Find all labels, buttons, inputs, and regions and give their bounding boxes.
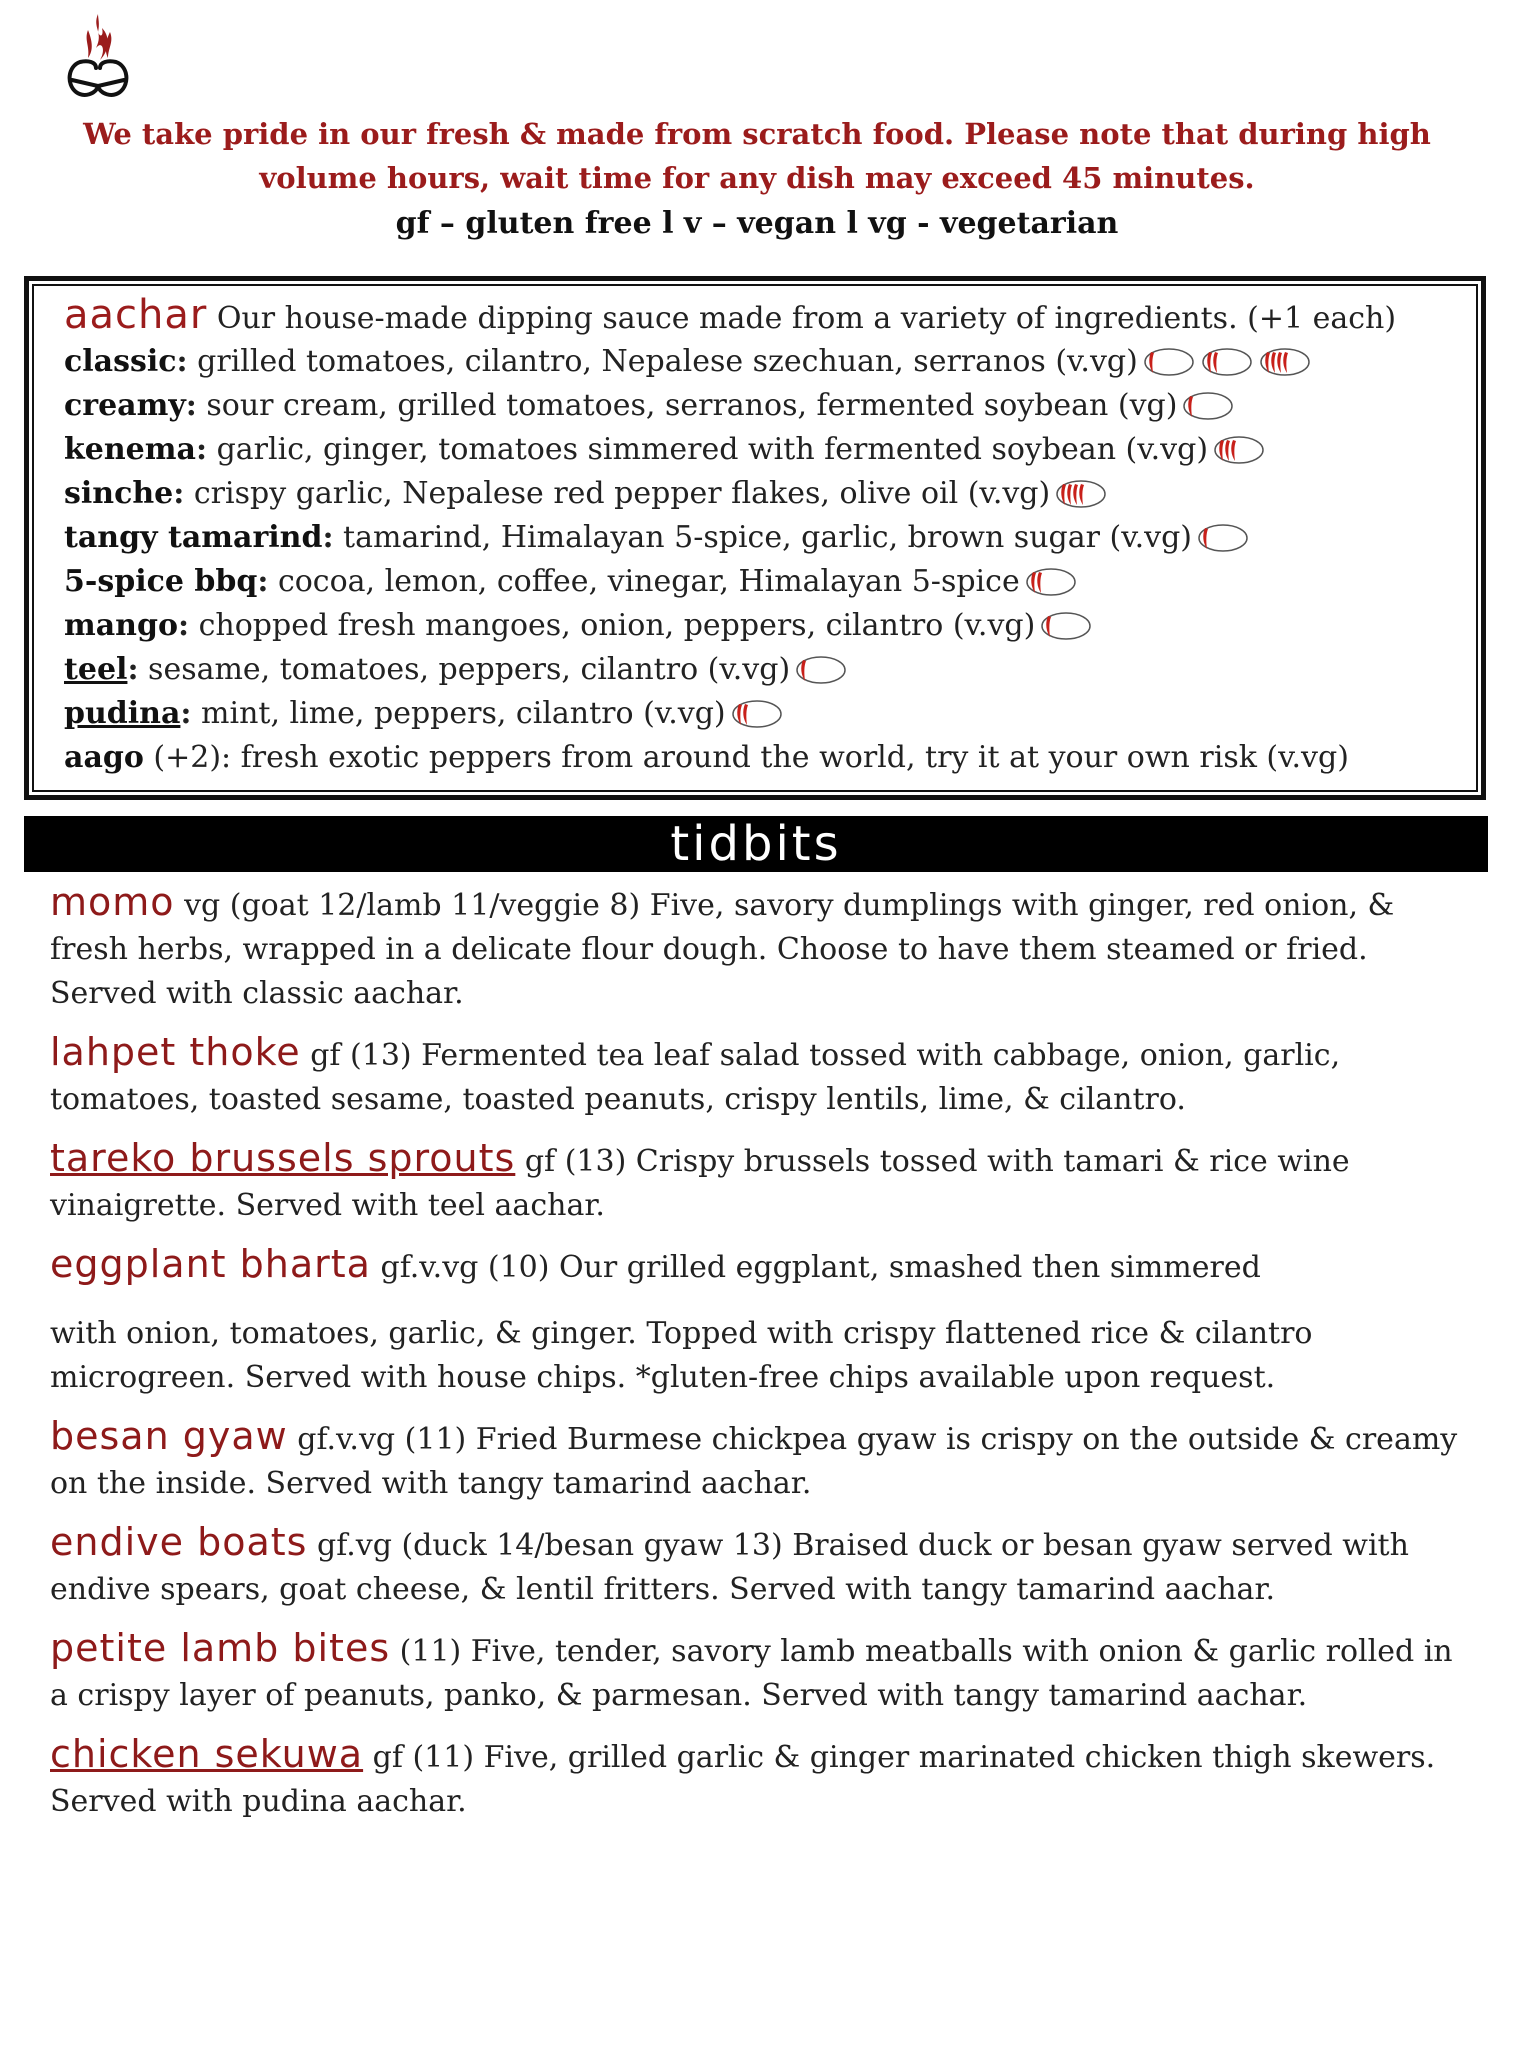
sauce-colon: : [257, 564, 269, 599]
dish-name: lahpet thoke [50, 1030, 301, 1074]
sauce-description: (+2): fresh exotic peppers from around the world, try it at your own risk (v.vg) [143, 740, 1349, 775]
chili-pepper-heat-icon [1196, 521, 1250, 555]
tidbits-list [50, 880, 1470, 1838]
menu-item [50, 1520, 1470, 1612]
sauce-row [64, 340, 1476, 384]
heat-level [1024, 565, 1078, 599]
aachar-intro: Our house-made dipping sauce made from a variety of ingredients. (+1 each) [207, 301, 1397, 336]
heat-level [794, 653, 848, 687]
chili-pepper-heat-icon [730, 697, 784, 731]
sauce-name: tangy tamarind [64, 520, 323, 555]
sauce-row [64, 472, 1476, 516]
sauce-name: creamy [64, 388, 186, 423]
dish-name: chicken sekuwa [50, 1732, 364, 1776]
sauce-row [64, 560, 1476, 604]
dish-description: gf.vg (duck 14/besan gyaw 13) Braised duck or besan gyaw served with endive spears, goat cheese, & lentil fritters. Served with tangy tamarind aachar. [50, 1528, 1409, 1607]
dish-description: gf (13) Fermented tea leaf salad tossed with cabbage, onion, garlic, tomatoes, toasted sesame, toasted peanuts, crispy lentils, lime, & cilantro. [50, 1038, 1341, 1117]
sauce-colon: : [195, 432, 208, 467]
sauce-row [64, 736, 1476, 780]
sauce-name: teel [64, 652, 128, 687]
sauce-description: grilled tomatoes, cilantro, Nepalese szechuan, serranos (v.vg) [187, 344, 1138, 379]
line-gap [50, 1290, 1470, 1312]
kitchen-notice [20, 112, 1494, 246]
chili-pepper-heat-icon [1142, 345, 1196, 379]
sauce-name: 5-spice bbq [64, 564, 258, 599]
chili-pepper-heat-icon [1181, 389, 1235, 423]
chili-pepper-heat-icon [1039, 609, 1093, 643]
sauce-list [64, 340, 1476, 780]
sauce-colon: : [185, 388, 197, 423]
chili-pepper-heat-icon [1200, 345, 1254, 379]
sauce-name: aago [64, 740, 144, 775]
menu-item [50, 1136, 1470, 1228]
dish-name: endive boats [50, 1520, 308, 1564]
sauce-name: pudina [64, 696, 181, 731]
sauce-row [64, 516, 1476, 560]
aachar-section [24, 276, 1486, 800]
menu-item [50, 1732, 1470, 1824]
sauce-description: cocoa, lemon, coffee, vinegar, Himalayan 5-spice [268, 564, 1020, 599]
sauce-description: crispy garlic, Nepalese red pepper flakes, olive oil (v.vg) [184, 476, 1051, 511]
sauce-description: sour cream, grilled tomatoes, serranos, fermented soybean (vg) [196, 388, 1178, 423]
heat-level [1054, 477, 1108, 511]
menu-item [50, 880, 1470, 1016]
dish-description: vg (goat 12/lamb 11/veggie 8) Five, savory dumplings with ginger, red onion, & fresh herbs, wrapped in a delicate flour dough. Choose to have them steamed or fried. Served with classic aachar. [50, 888, 1395, 1011]
sauce-name: kenema [64, 432, 196, 467]
dish-name: tareko brussels sprouts [50, 1136, 516, 1180]
sauce-row [64, 604, 1476, 648]
chili-pepper-heat-icon [1054, 477, 1108, 511]
menu-item [50, 1414, 1470, 1506]
dish-description-continued: with onion, tomatoes, garlic, & ginger. Topped with crispy flattened rice & cilantro microgreen. Served with house chips. *gluten-free chips available upon request. [50, 1316, 1313, 1395]
menu-item [50, 1242, 1470, 1400]
notice-line-1: We take pride in our fresh & made from scratch food. Please note that during high [83, 117, 1431, 151]
sauce-name: classic [64, 344, 177, 379]
dish-name: eggplant bharta [50, 1242, 371, 1286]
sauce-row [64, 384, 1476, 428]
dish-description: (11) Five, tender, savory lamb meatballs with onion & garlic rolled in a crispy layer of peanuts, panko, & parmesan. Served with tangy tamarind aachar. [50, 1634, 1453, 1713]
sauce-row [64, 648, 1476, 692]
heat-level [730, 697, 784, 731]
sauce-colon: : [127, 652, 139, 687]
aachar-header [64, 294, 1476, 340]
menu-item [50, 1030, 1470, 1122]
sauce-name: mango [64, 608, 178, 643]
chili-pepper-heat-icon [1212, 433, 1266, 467]
sauce-description: chopped fresh mangoes, onion, peppers, cilantro (v.vg) [189, 608, 1036, 643]
heat-level [1196, 521, 1250, 555]
heat-level [1142, 345, 1312, 379]
chili-pepper-heat-icon [1258, 345, 1312, 379]
sauce-colon: : [177, 608, 190, 643]
sauce-colon: : [173, 476, 185, 511]
dish-name: momo [50, 880, 175, 924]
sauce-description: sesame, tomatoes, peppers, cilantro (v.vg) [138, 652, 791, 687]
flame-logo-icon [58, 10, 138, 106]
dish-name: besan gyaw [50, 1414, 288, 1458]
sauce-colon: : [176, 344, 188, 379]
heat-level [1212, 433, 1266, 467]
sauce-row [64, 428, 1476, 472]
sauce-colon: : [322, 520, 334, 555]
tidbits-heading: tidbits [24, 816, 1488, 872]
sauce-row [64, 692, 1476, 736]
dish-description: gf.v.vg (11) Fried Burmese chickpea gyaw is crispy on the outside & creamy on the inside. Served with tangy tamarind aachar. [50, 1422, 1458, 1501]
dish-name: petite lamb bites [50, 1626, 391, 1670]
sauce-description: garlic, ginger, tomatoes simmered with fermented soybean (v.vg) [207, 432, 1209, 467]
aachar-title: aachar [64, 292, 208, 338]
notice-line-2: volume hours, wait time for any dish may exceed 45 minutes. [259, 161, 1255, 195]
heat-level [1181, 389, 1235, 423]
menu-item [50, 1626, 1470, 1718]
sauce-name: sinche [64, 476, 174, 511]
chili-pepper-heat-icon [1024, 565, 1078, 599]
sauce-colon: : [180, 696, 192, 731]
diet-legend: gf – gluten free l v – vegan l vg - vegetarian [395, 206, 1119, 241]
chili-pepper-heat-icon [794, 653, 848, 687]
sauce-description: mint, lime, peppers, cilantro (v.vg) [191, 696, 726, 731]
dish-description: gf (13) Crispy brussels tossed with tamari & rice wine vinaigrette. Served with teel aachar. [50, 1144, 1350, 1223]
heat-level [1039, 609, 1093, 643]
dish-description: gf.v.vg (10) Our grilled eggplant, smashed then simmered [370, 1250, 1261, 1285]
dish-description: gf (11) Five, grilled garlic & ginger marinated chicken thigh skewers. Served with pudina aachar. [50, 1740, 1436, 1819]
sauce-description: tamarind, Himalayan 5-spice, garlic, brown sugar (v.vg) [333, 520, 1192, 555]
